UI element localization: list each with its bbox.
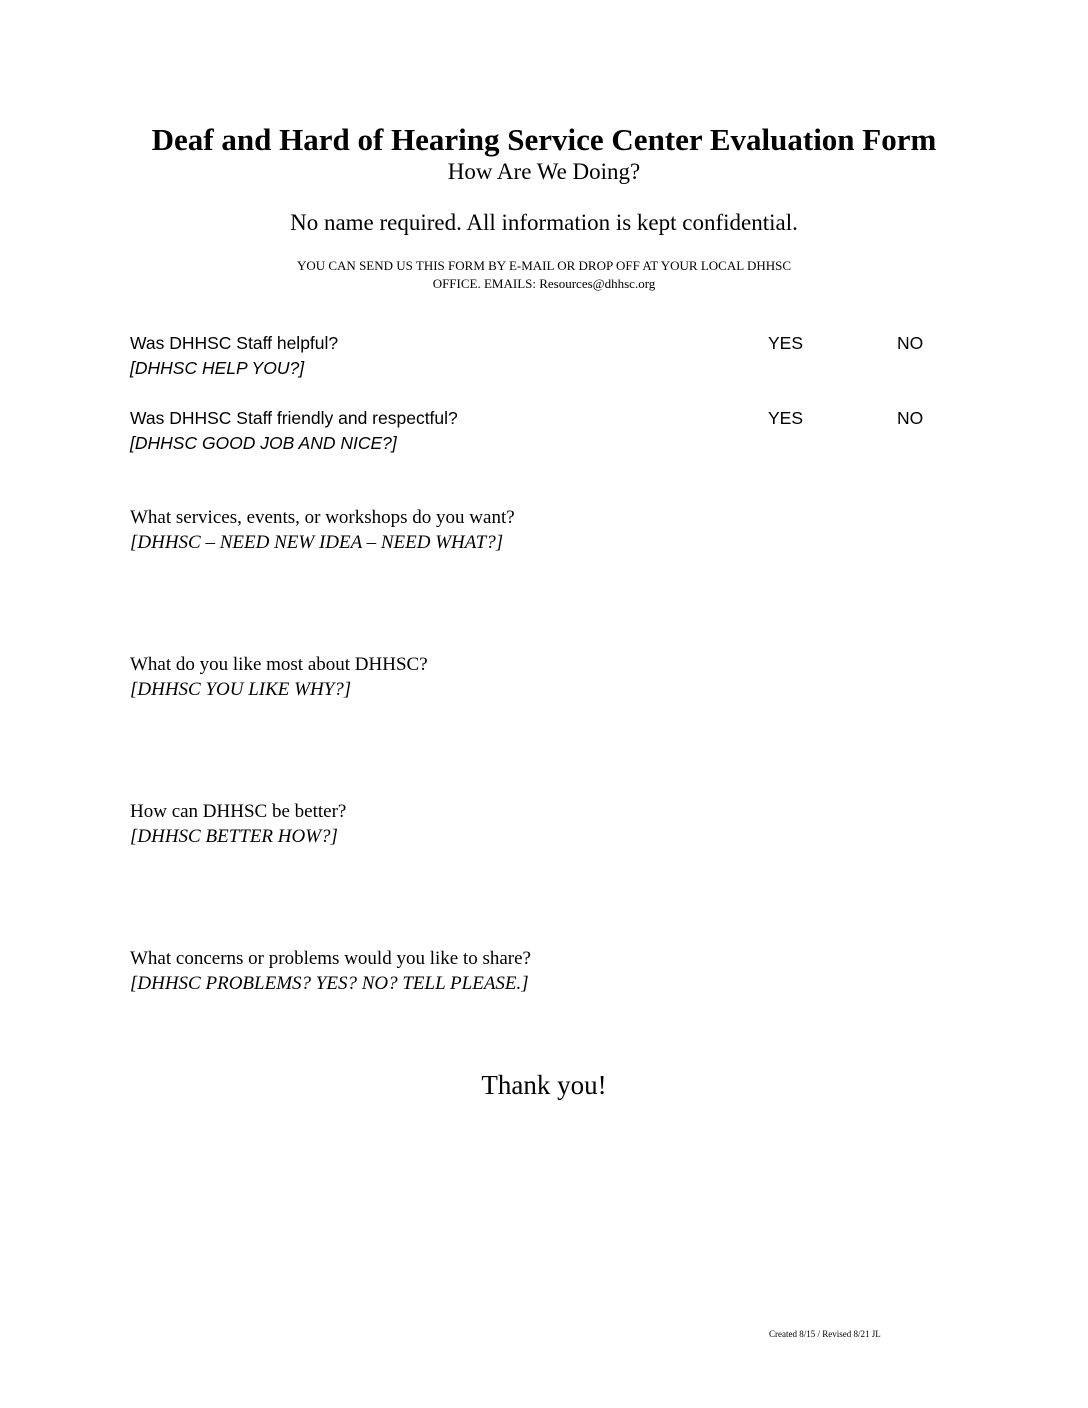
no-option-q2[interactable]: NO (897, 408, 924, 428)
question-text: What do you like most about DHHSC? (130, 654, 428, 675)
question-gloss: [DHHSC BETTER HOW?] (130, 826, 338, 847)
form-subtitle: How Are We Doing? (447, 159, 641, 184)
instructions-line-1: YOU CAN SEND US THIS FORM BY E-MAIL OR DROP OFF AT YOUR LOCAL DHHSC (296, 258, 792, 273)
no-option-q1[interactable]: NO (897, 333, 924, 353)
question-text: What concerns or problems would you like to share? (130, 948, 531, 969)
form-title: Deaf and Hard of Hearing Service Center Evaluation Form (151, 122, 937, 157)
question-like-most (130, 652, 428, 702)
revision-footer: Created 8/15 / Revised 8/21 JL (769, 1329, 881, 1339)
question-gloss: [DHHSC HELP YOU?] (130, 358, 305, 378)
question-gloss: [DHHSC GOOD JOB AND NICE?] (130, 433, 397, 453)
question-text: Was DHHSC Staff friendly and respectful? (130, 408, 458, 428)
question-be-better (130, 799, 346, 849)
yes-option-q1[interactable]: YES (768, 333, 804, 353)
question-staff-friendly (130, 406, 458, 456)
question-text: What services, events, or workshops do you want? (130, 507, 515, 528)
question-gloss: [DHHSC YOU LIKE WHY?] (130, 679, 352, 700)
question-text: Was DHHSC Staff helpful? (130, 333, 339, 353)
thank-you-text: Thank you! (481, 1070, 607, 1100)
confidentiality-notice: No name required. All information is kept confidential. (290, 210, 798, 235)
question-text: How can DHHSC be better? (130, 801, 347, 822)
yes-option-q2[interactable]: YES (768, 408, 804, 428)
submission-instructions (0, 257, 1088, 293)
question-concerns (130, 946, 531, 996)
instructions-line-2: OFFICE. EMAILS: Resources@dhhsc.org (432, 276, 656, 291)
question-staff-helpful (130, 331, 338, 381)
question-gloss: [DHHSC PROBLEMS? YES? NO? TELL PLEASE.] (130, 973, 529, 994)
question-services-wanted (130, 505, 515, 555)
question-gloss: [DHHSC – NEED NEW IDEA – NEED WHAT?] (130, 532, 504, 553)
